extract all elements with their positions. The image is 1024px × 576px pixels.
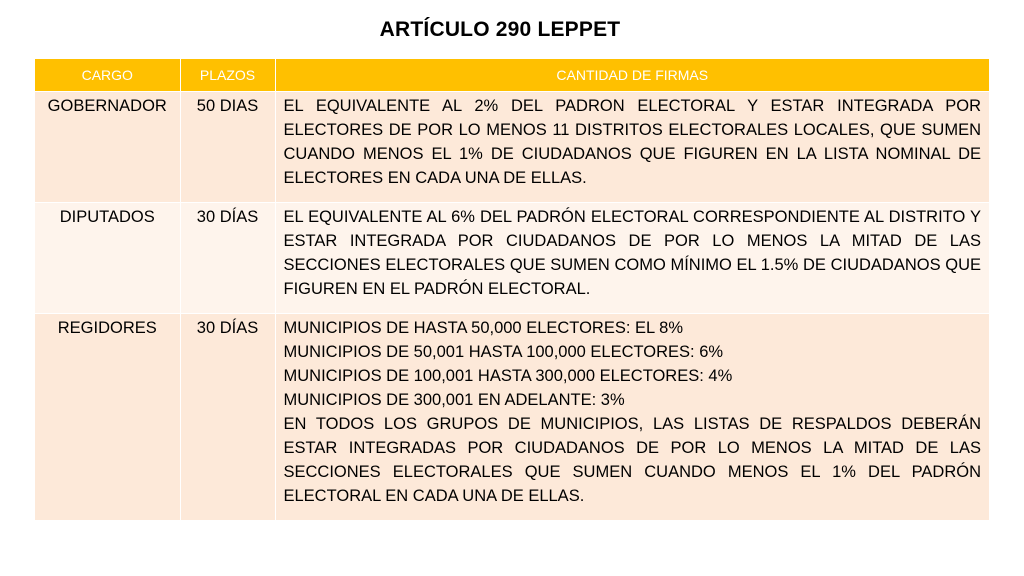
threshold-line: MUNICIPIOS DE 50,001 HASTA 100,000 ELECTORES: 6% <box>283 343 724 361</box>
cell-plazo: 30 DÍAS <box>180 314 275 521</box>
cell-firmas: EL EQUIVALENTE AL 2% DEL PADRON ELECTORAL Y ESTAR INTEGRADA POR ELECTORES DE POR LO MENOS 11 DISTRITOS ELECTORALES LOCALES, QUE SUMEN CUANDO MENOS EL 1% DE CIUDADANOS QUE FIGUREN EN LA LISTA NOMINAL DE ELECTORES EN CADA UNA DE ELLAS. <box>275 92 989 203</box>
header-cantidad-firmas: CANTIDAD DE FIRMAS <box>275 59 989 92</box>
cell-firmas: EL EQUIVALENTE AL 6% DEL PADRÓN ELECTORAL CORRESPONDIENTE AL DISTRITO Y ESTAR INTEGRADA POR CIUDADANOS DE POR LO MENOS LA MITAD DE LAS SECCIONES ELECTORALES QUE SUMEN COMO MÍNIMO EL 1.5% DE CIUDADANOS QUE FIGUREN EN EL PADRÓN ELECTORAL. <box>275 203 989 314</box>
table-row-gobernador <box>35 92 989 203</box>
header-cargo: CARGO <box>35 59 180 92</box>
cell-plazo: 30 DÍAS <box>180 203 275 314</box>
threshold-line: MUNICIPIOS DE HASTA 50,000 ELECTORES: EL 8% <box>283 319 684 337</box>
firmas-table <box>35 59 989 520</box>
table-row-regidores <box>35 314 989 521</box>
cell-cargo: DIPUTADOS <box>35 203 180 314</box>
cell-cargo: REGIDORES <box>35 314 180 521</box>
header-plazos: PLAZOS <box>180 59 275 92</box>
threshold-line: MUNICIPIOS DE 100,001 HASTA 300,000 ELECTORES: 4% <box>283 367 733 385</box>
regidores-note: EN TODOS LOS GRUPOS DE MUNICIPIOS, LAS LISTAS DE RESPALDOS DEBERÁN ESTAR INTEGRADAS POR CIUDADANOS DE POR LO MENOS LA MITAD DE LAS SECCIONES ELECTORALES QUE SUMEN CUANDO MENOS EL 1% DEL PADRÓN ELECTORAL EN CADA UNA DE ELLAS. <box>283 415 981 505</box>
threshold-line: MUNICIPIOS DE 300,001 EN ADELANTE: 3% <box>283 391 625 409</box>
table-header-row <box>35 59 989 92</box>
table-row-diputados <box>35 203 989 314</box>
cell-firmas <box>275 314 989 521</box>
page-title: ARTÍCULO 290 LEPPET <box>379 18 621 41</box>
cell-cargo: GOBERNADOR <box>35 92 180 203</box>
cell-plazo: 50 DIAS <box>180 92 275 203</box>
